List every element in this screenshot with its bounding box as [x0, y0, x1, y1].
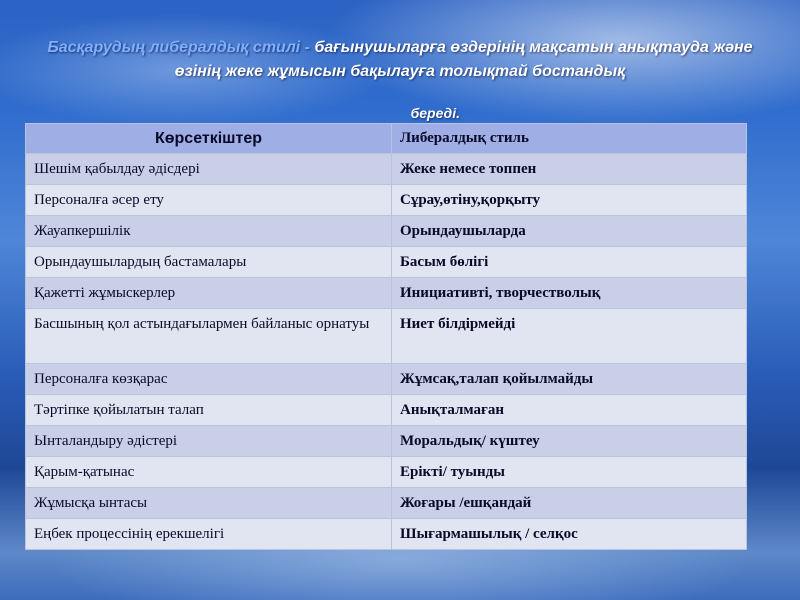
value-cell: Инициативті, творчестволық [392, 278, 747, 309]
indicator-cell: Еңбек процессінің ерекшелігі [26, 519, 392, 550]
value-cell: Жоғары /ешқандай [392, 488, 747, 519]
header-liberal-style: Либералдық стиль [392, 124, 747, 154]
table-row [26, 426, 747, 457]
comparison-table [25, 123, 747, 550]
slide-heading [40, 36, 760, 122]
value-cell: Ниет білдірмейді [392, 309, 747, 364]
indicator-cell: Шешім қабылдау әдісдері [26, 154, 392, 185]
indicator-cell: Қажетті жұмыскерлер [26, 278, 392, 309]
value-cell: Орындаушыларда [392, 216, 747, 247]
value-cell: Шығармашылық / селқос [392, 519, 747, 550]
value-cell: Анықталмаған [392, 395, 747, 426]
value-cell: Басым бөлігі [392, 247, 747, 278]
heading-tail: береді. [410, 105, 460, 121]
value-cell: Моральдық/ күштеу [392, 426, 747, 457]
value-cell: Жеке немесе топпен [392, 154, 747, 185]
indicator-cell: Қарым-қатынас [26, 457, 392, 488]
table-row [26, 154, 747, 185]
table-row [26, 519, 747, 550]
table-row [26, 364, 747, 395]
indicator-cell: Ынталандыру әдістері [26, 426, 392, 457]
indicator-cell: Тәртіпке қойылатын талап [26, 395, 392, 426]
table-row [26, 185, 747, 216]
table-row [26, 216, 747, 247]
table-row [26, 309, 747, 364]
indicator-cell: Персоналға әсер ету [26, 185, 392, 216]
heading-emphasis: Басқарудың либералдық стилі - [47, 39, 310, 56]
value-cell: Сұрау,өтіну,қорқыту [392, 185, 747, 216]
indicator-cell: Персоналға көзқарас [26, 364, 392, 395]
table-row [26, 278, 747, 309]
value-cell: Жұмсақ,талап қойылмайды [392, 364, 747, 395]
table-row [26, 395, 747, 426]
value-cell: Ерікті/ туынды [392, 457, 747, 488]
indicator-cell: Жұмысқа ынтасы [26, 488, 392, 519]
indicator-cell: Басшының қол астындағылармен байланыс орнатуы [26, 309, 392, 364]
table-header-row [26, 124, 747, 154]
table-row [26, 488, 747, 519]
heading-text: бағынушыларға өздерінің мақсатын анықтауда және өзінің жеке жұмысын бақылауға толықтай бостандық [174, 39, 753, 80]
indicator-cell: Орындаушылардың бастамалары [26, 247, 392, 278]
table-row [26, 457, 747, 488]
indicator-cell: Жауапкершілік [26, 216, 392, 247]
table-row [26, 247, 747, 278]
header-indicators: Көрсеткіштер [26, 124, 392, 154]
